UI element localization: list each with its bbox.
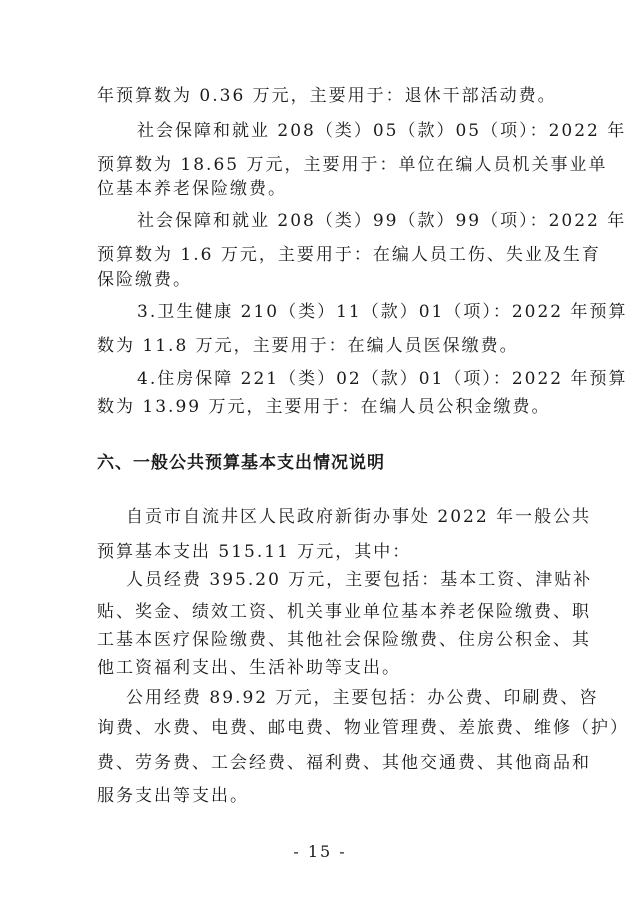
paragraph-line: 4.住房保障 221（类）02（款）01（项）：2022 年预算 (137, 369, 628, 389)
paragraph-line: 自贡市自流井区人民政府新街办事处 2022 年一般公共 (126, 507, 592, 527)
paragraph-line: 社会保障和就业 208（类）99（款）99（项）：2022 年 (137, 211, 627, 231)
paragraph-line: 他工资福利支出、生活补助等支出。 (97, 658, 401, 678)
paragraph-line: 工基本医疗保险缴费、其他社会保险缴费、住房公积金、其 (97, 630, 591, 650)
paragraph-line: 询费、水费、电费、邮电费、物业管理费、差旅费、维修（护） (97, 718, 629, 738)
paragraph-line: 位基本养老保险缴费。 (97, 179, 287, 199)
page-number: - 15 - (293, 842, 347, 861)
paragraph-line: 预算数为 18.65 万元，主要用于：单位在编人员机关事业单 (97, 155, 608, 175)
paragraph-line: 预算数为 1.6 万元，主要用于：在编人员工伤、失业及生育 (97, 245, 601, 265)
paragraph-line: 社会保障和就业 208（类）05（款）05（项）：2022 年 (137, 121, 627, 141)
paragraph-line: 数为 13.99 万元，主要用于：在编人员公积金缴费。 (97, 397, 551, 417)
section-heading: 六、一般公共预算基本支出情况说明 (97, 453, 385, 473)
paragraph-line: 3.卫生健康 210（类）11（款）01（项）：2022 年预算 (137, 302, 628, 322)
paragraph-line: 保险缴费。 (97, 270, 192, 290)
paragraph-line: 公用经费 89.92 万元，主要包括：办公费、印刷费、咨 (126, 688, 599, 708)
paragraph-line: 费、劳务费、工会经费、福利费、其他交通费、其他商品和 (97, 753, 591, 773)
paragraph-line: 贴、奖金、绩效工资、机关事业单位基本养老保险缴费、职 (97, 602, 591, 622)
paragraph-line: 数为 11.8 万元，主要用于：在编人员医保缴费。 (97, 336, 519, 356)
paragraph-line: 年预算数为 0.36 万元，主要用于：退休干部活动费。 (97, 86, 557, 106)
paragraph-line: 预算基本支出 515.11 万元，其中： (97, 542, 412, 562)
paragraph-line: 服务支出等支出。 (97, 786, 249, 806)
paragraph-line: 人员经费 395.20 万元，主要包括：基本工资、津贴补 (126, 570, 593, 590)
